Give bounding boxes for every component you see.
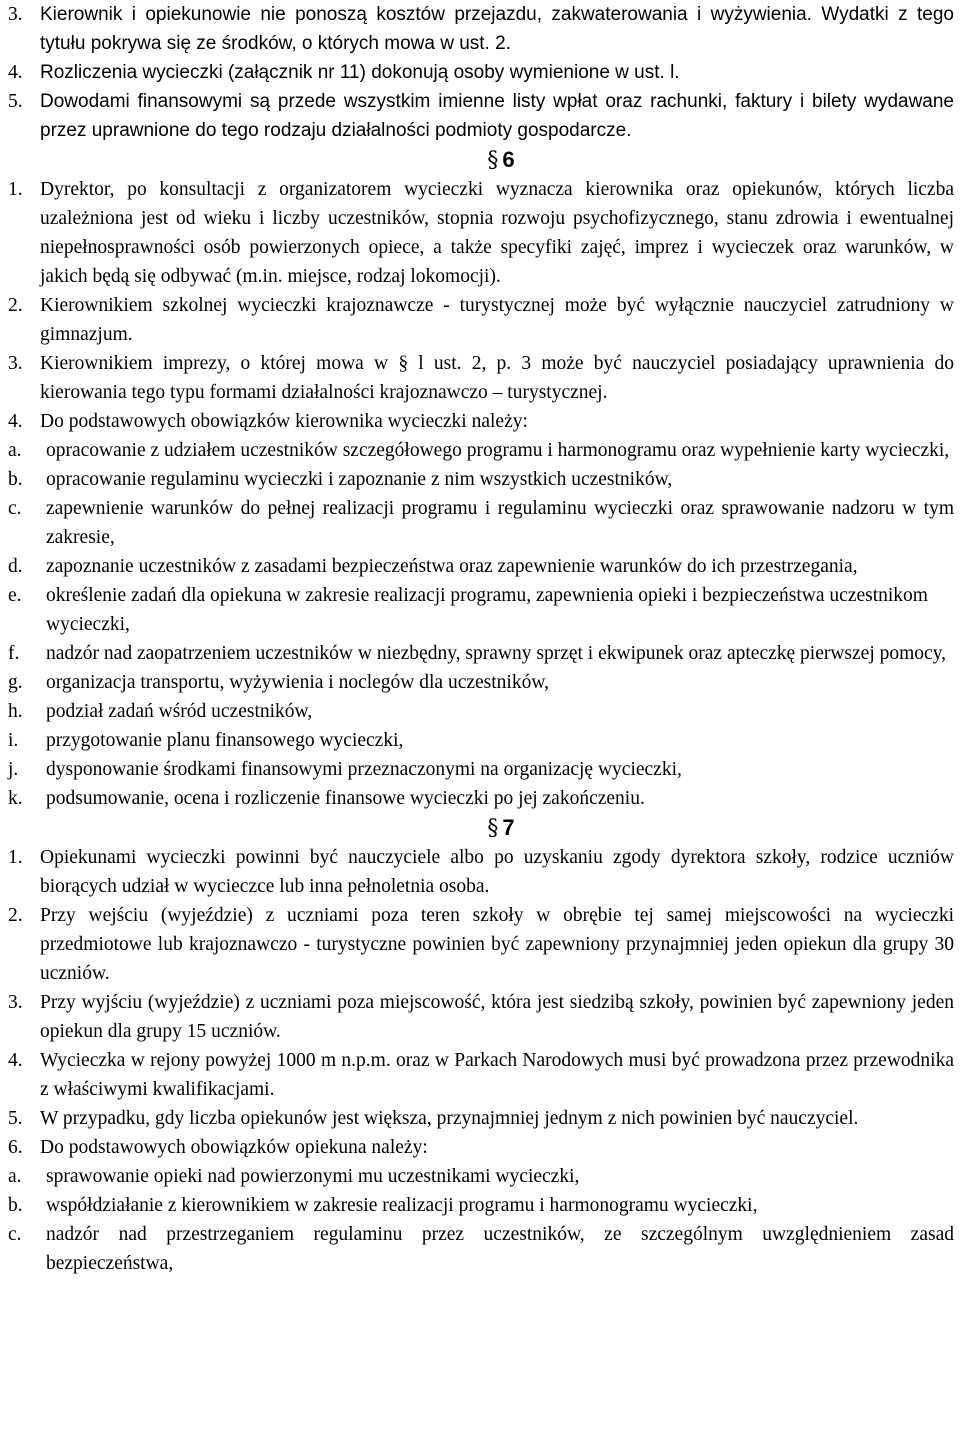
list-item — [8, 87, 954, 145]
list-item — [8, 1046, 954, 1104]
list-item — [8, 175, 954, 291]
item-text: Wycieczka w rejony powyżej 1000 m n.p.m. oraz w Parkach Narodowych musi być prowadzona przez przewodnika z właściwymi kwalifikacjami. — [40, 1050, 954, 1100]
item-letter: d. — [8, 556, 23, 577]
item-number: 1. — [8, 847, 23, 868]
item-text: Opiekunami wycieczki powinni być nauczyciele albo po uzyskaniu zgody dyrektora szkoły, rodzice uczniów biorących udział w wycieczce lub inna pełnoletnia osoba. — [40, 847, 954, 897]
item-text: Kierownik i opiekunowie nie ponoszą kosztów przejazdu, zakwaterowania i wyżywienia. Wydatki z tego tytułu pokrywa się ze środków, o których mowa w ust. 2. — [40, 4, 954, 54]
item-text: Rozliczenia wycieczki (załącznik nr 11) dokonują osoby wymienione w ust. l. — [40, 62, 680, 83]
list-item — [8, 1133, 954, 1162]
item-text: organizacja transportu, wyżywienia i noclegów dla uczestników, — [46, 672, 550, 693]
list-item — [8, 1104, 954, 1133]
duty-item — [8, 1220, 954, 1278]
duty-item — [8, 726, 954, 755]
item-letter: b. — [8, 469, 23, 490]
duty-item — [8, 668, 954, 697]
item-letter: e. — [8, 585, 22, 606]
item-text: opracowanie z udziałem uczestników szczegółowego programu i harmonogramu oraz wypełnienie karty wycieczki, — [46, 440, 950, 461]
item-letter: k. — [8, 788, 23, 809]
item-text: nadzór nad zaopatrzeniem uczestników w niezbędny, sprawny sprzęt i ekwipunek oraz apteczkę pierwszej pomocy, — [46, 643, 947, 664]
item-text: zapewnienie warunków do pełnej realizacji programu i regulaminu wycieczki oraz sprawowanie nadzoru w tym zakresie, — [46, 498, 954, 548]
item-letter: b. — [8, 1195, 23, 1216]
duty-item — [8, 494, 954, 552]
item-number: 2. — [8, 905, 23, 926]
item-letter: a. — [8, 440, 22, 461]
item-letter: i. — [8, 730, 19, 751]
item-letter: g. — [8, 672, 23, 693]
item-letter: c. — [8, 1224, 22, 1245]
item-text: określenie zadań dla opiekuna w zakresie realizacji programu, zapewnienia opieki i bezpieczeństwa uczestnikom wycieczki, — [46, 585, 928, 635]
list-item — [8, 349, 954, 407]
item-number: 3. — [8, 353, 23, 374]
item-text: Do podstawowych obowiązków opiekuna należy: — [40, 1137, 428, 1158]
item-text: nadzór nad przestrzeganiem regulaminu przez uczestników, ze szczególnym uwzględnieniem zasad bezpieczeństwa, — [46, 1224, 954, 1274]
item-text: sprawowanie opieki nad powierzonymi mu uczestnikami wycieczki, — [46, 1166, 580, 1187]
item-letter: f. — [8, 643, 20, 664]
list-item — [8, 901, 954, 988]
paragraph-symbol: § — [487, 148, 499, 173]
duty-item — [8, 697, 954, 726]
item-letter: j. — [8, 759, 19, 780]
item-text: zapoznanie uczestników z zasadami bezpieczeństwa oraz zapewnienie warunków do ich przestrzegania, — [46, 556, 858, 577]
duty-item — [8, 552, 954, 581]
item-text: podział zadań wśród uczestników, — [46, 701, 313, 722]
item-number: 4. — [8, 1050, 23, 1071]
item-text: Kierownikiem imprezy, o której mowa w § l ust. 2, p. 3 może być nauczyciel posiadający uprawnienia do kierowania tego typu formami działalności krajoznawczo – turystycznej. — [40, 353, 954, 403]
list-item — [8, 407, 954, 436]
item-letter: c. — [8, 498, 22, 519]
list-item — [8, 58, 954, 87]
section-number: 6 — [502, 147, 515, 172]
item-number: 6. — [8, 1137, 23, 1158]
duty-item — [8, 1191, 954, 1220]
item-text: dysponowanie środkami finansowymi przeznaczonymi na organizację wycieczki, — [46, 759, 682, 780]
duty-item — [8, 1162, 954, 1191]
item-number: 2. — [8, 295, 23, 316]
list-item — [8, 0, 954, 58]
duty-item — [8, 755, 954, 784]
section-number: 7 — [502, 815, 515, 840]
item-letter: h. — [8, 701, 23, 722]
item-number: 5. — [8, 1108, 23, 1129]
duty-item — [8, 581, 954, 639]
item-text: współdziałanie z kierownikiem w zakresie realizacji programu i harmonogramu wycieczki, — [46, 1195, 758, 1216]
duty-item — [8, 436, 954, 465]
item-number: 4. — [8, 411, 23, 432]
item-text: opracowanie regulaminu wycieczki i zapoznanie z nim wszystkich uczestników, — [46, 469, 673, 490]
item-text: Przy wyjściu (wyjeździe) z uczniami poza miejscowość, która jest siedzibą szkoły, powinien być zapewniony jeden opiekun dla grupy 15 uczniów. — [40, 992, 954, 1042]
list-item — [8, 988, 954, 1046]
item-letter: a. — [8, 1166, 22, 1187]
item-number: 5. — [8, 91, 23, 112]
item-number: 3. — [8, 992, 23, 1013]
section-heading-6 — [8, 145, 954, 175]
item-text: W przypadku, gdy liczba opiekunów jest większa, przynajmniej jednym z nich powinien być nauczyciel. — [40, 1108, 859, 1129]
item-number: 3. — [8, 4, 23, 25]
item-text: Dowodami finansowymi są przede wszystkim imienne listy wpłat oraz rachunki, faktury i bilety wydawane przez uprawnione do tego rodzaju działalności podmioty gospodarcze. — [40, 91, 954, 141]
duty-item — [8, 465, 954, 494]
section-heading-7 — [8, 813, 954, 843]
list-item — [8, 843, 954, 901]
item-number: 1. — [8, 179, 23, 200]
paragraph-symbol: § — [487, 816, 499, 841]
duty-item — [8, 639, 954, 668]
item-text: przygotowanie planu finansowego wycieczki, — [46, 730, 404, 751]
item-text: Przy wejściu (wyjeździe) z uczniami poza teren szkoły w obrębie tej samej miejscowości na wycieczki przedmiotowe lub krajoznawczo - turystyczne powinien być zapewniony przynajmniej jeden opiekun dla grupy 30 uczniów. — [40, 905, 954, 984]
item-text: Kierownikiem szkolnej wycieczki krajoznawcze - turystycznej może być wyłącznie nauczyciel zatrudniony w gimnazjum. — [40, 295, 954, 345]
item-text: Do podstawowych obowiązków kierownika wycieczki należy: — [40, 411, 528, 432]
duty-item — [8, 784, 954, 813]
list-item — [8, 291, 954, 349]
item-number: 4. — [8, 62, 23, 83]
item-text: podsumowanie, ocena i rozliczenie finansowe wycieczki po jej zakończeniu. — [46, 788, 645, 809]
item-text: Dyrektor, po konsultacji z organizatorem wycieczki wyznacza kierownika oraz opiekunów, których liczba uzależniona jest od wieku i liczby uczestników, stopnia rozwoju psychofizycznego, stanu zdrowia i ewentualnej niepełnosprawności osób powierzonych opiece, a także specyfiki zajęć, imprez i wycieczek oraz warunków, w jakich będą się odbywać (m.in. miejsce, rodzaj lokomocji). — [40, 179, 954, 287]
